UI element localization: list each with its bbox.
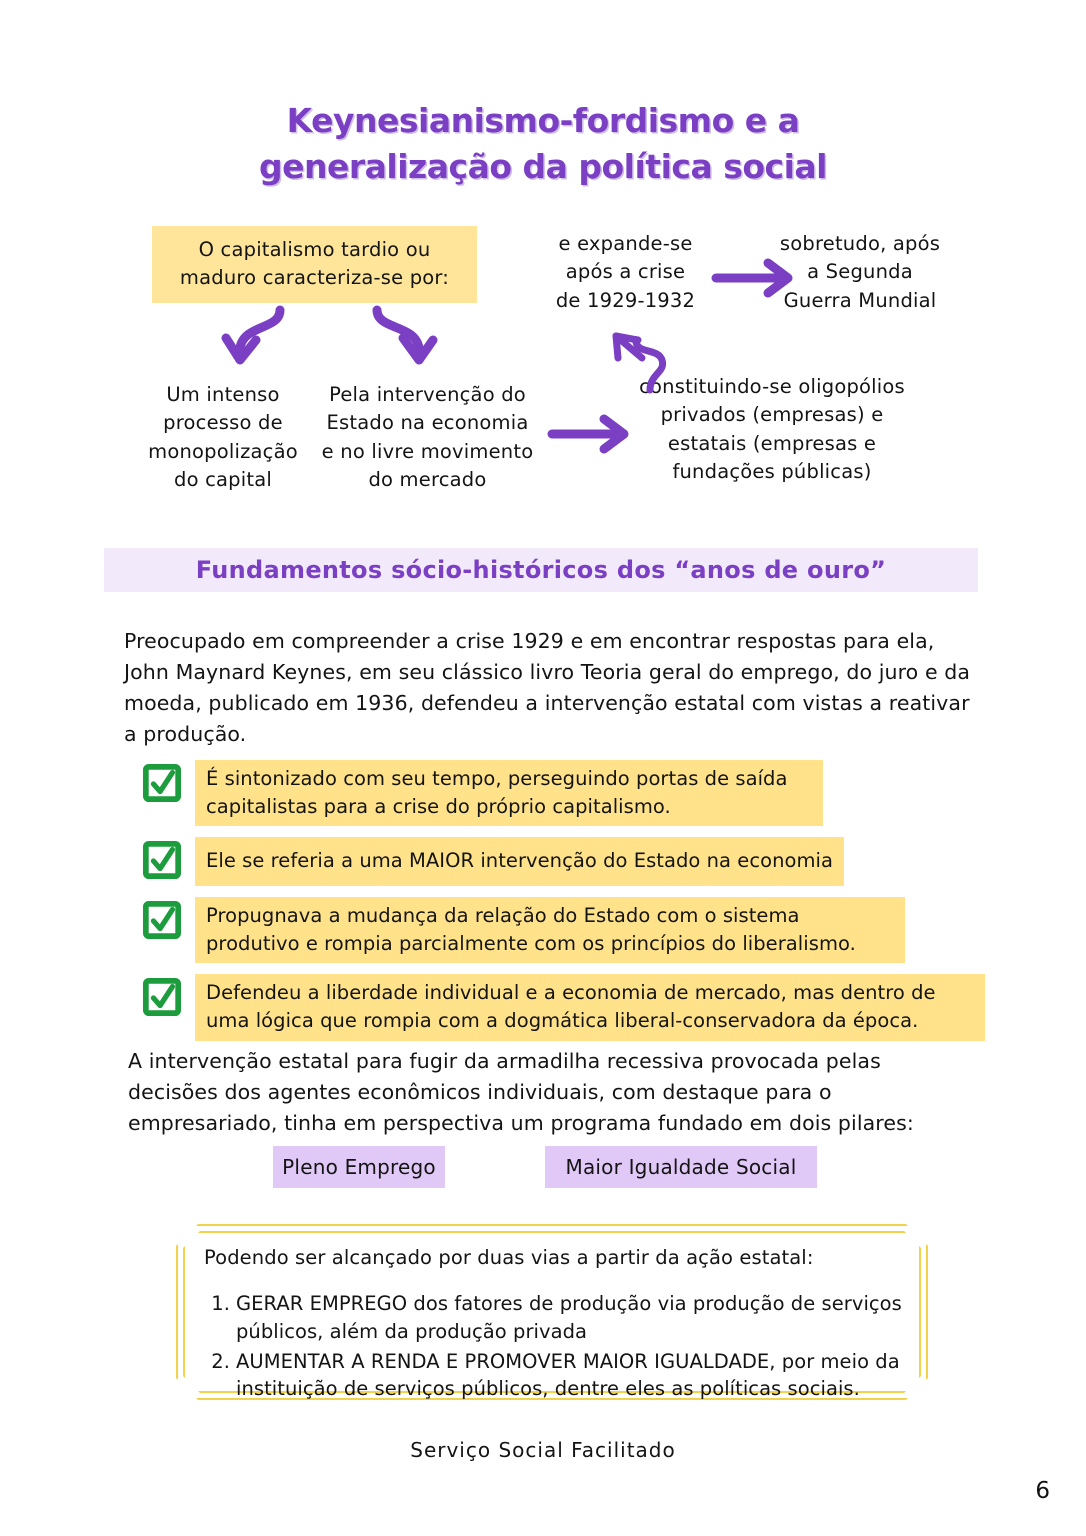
checkbox-checked-icon[interactable] (143, 841, 181, 879)
pillars-row (0, 1146, 1086, 1192)
ways-list-item-number: 2. (211, 1349, 230, 1373)
checklist-item (143, 760, 1003, 826)
pillars-paragraph: A intervenção estatal para fugir da armadilha recessiva provocada pelas decisões dos agentes econômicos individuais, com destaque para o empresariado, tinha em perspectiva um programa fundado em dois pilares: (128, 1049, 914, 1136)
arrow-right-icon (712, 258, 804, 298)
diagram-monopolizacao-text (148, 381, 298, 495)
diagram-oligopolios-line-2: privados (empresas) e (660, 403, 884, 427)
diagram-intervencao-line-3: e no livre movimento (321, 439, 534, 463)
page-title-line-1: Keynesianismo-fordismo e a (286, 101, 800, 140)
page-title (0, 98, 1086, 189)
checklist-item-text: Defendeu a liberdade individual e a economia de mercado, mas dentro de uma lógica que rompia com a dogmática liberal-conservadora da época. (195, 974, 985, 1040)
diagram-sobretudo-line-2: a Segunda (807, 260, 913, 284)
diagram-intervencao-line-2: Estado na economia (326, 411, 529, 435)
pillar-pleno-emprego[interactable]: Pleno Emprego (273, 1146, 445, 1188)
checklist-item-text: Propugnava a mudança da relação do Estado com o sistema produtivo e rompia parcialmente com os princípios do liberalismo. (195, 897, 905, 963)
diagram-highlight-box (152, 226, 477, 303)
section-banner-title: Fundamentos sócio-históricos dos “anos de ouro” (195, 556, 887, 584)
diagram-highlight-line-1: O capitalismo tardio ou (198, 238, 431, 261)
diagram-oligopolios-line-1: constituindo-se oligopólios (639, 375, 905, 398)
curved-arrow-down-right-icon (365, 304, 445, 376)
diagram-oligopolios-line-3: estatais (empresas e (667, 431, 877, 455)
ways-box (176, 1224, 928, 1400)
intro-paragraph: Preocupado em compreender a crise 1929 e em encontrar respostas para ela, John Maynard Keynes, em seu clássico livro Teoria geral do emprego, do juro e da moeda, publicado em 1936, defendeu a intervenção estatal com vistas a reativar a produção. (124, 629, 971, 747)
checklist-item (143, 837, 1003, 886)
checklist-item-text: Ele se referia a uma MAIOR intervenção do Estado na economia (195, 837, 844, 886)
diagram-expande-line-1: e expande-se (558, 232, 693, 255)
checklist-item (143, 897, 1003, 963)
arrow-right-2-icon (548, 414, 640, 454)
pillar-maior-igualdade-social[interactable]: Maior Igualdade Social (545, 1146, 817, 1188)
checklist-item (143, 974, 1003, 1040)
ways-list-item-text: GERAR EMPREGO dos fatores de produção via produção de serviços públicos, além da produção privada (236, 1292, 902, 1343)
diagram-expande-line-3: de 1929-1932 (555, 288, 696, 312)
checkbox-checked-icon[interactable] (143, 764, 181, 802)
diagram-intervencao-line-4: do mercado (368, 468, 487, 492)
ways-list-item-text: AUMENTAR A RENDA E PROMOVER MAIOR IGUALDADE, por meio da instituição de serviços públicos, dentre eles as políticas sociais. (236, 1349, 900, 1401)
ways-list-item (204, 1348, 902, 1403)
page-number: 6 (1035, 1478, 1050, 1504)
curly-loop-arrow-up-left-icon (604, 328, 684, 400)
checkbox-checked-icon[interactable] (143, 901, 181, 939)
diagram-sobretudo-line-3: Guerra Mundial (783, 288, 937, 312)
diagram-intervencao-line-1: Pela intervenção do (329, 383, 526, 406)
concept-diagram (0, 216, 1086, 516)
ways-list-item-number: 1. (211, 1292, 230, 1316)
ways-list (204, 1290, 902, 1403)
checkbox-checked-icon[interactable] (143, 978, 181, 1016)
diagram-oligopolios-line-4: fundações públicas) (672, 460, 872, 484)
diagram-intervencao-text (315, 381, 540, 495)
checklist (143, 760, 1003, 1052)
page-title-line-2: generalização da política social (259, 146, 827, 186)
diagram-expande-text (533, 230, 718, 315)
section-banner (104, 548, 978, 592)
ways-box-content (204, 1244, 902, 1405)
curved-arrow-down-left-icon (218, 304, 298, 376)
diagram-expande-line-2: após a crise (565, 260, 686, 284)
diagram-sobretudo-line-1: sobretudo, após (779, 232, 941, 255)
ways-list-item (204, 1290, 902, 1345)
diagram-highlight-line-2: maduro caracteriza-se por: (179, 265, 450, 289)
footer-credit: Serviço Social Facilitado (410, 1438, 676, 1462)
diagram-monopolizacao-line-2: processo de (163, 411, 283, 435)
checklist-item-text: É sintonizado com seu tempo, perseguindo portas de saída capitalistas para a crise do próprio capitalismo. (195, 760, 823, 826)
diagram-monopolizacao-line-4: do capital (174, 468, 272, 492)
ways-box-intro: Podendo ser alcançado por duas vias a partir da ação estatal: (204, 1246, 814, 1269)
diagram-monopolizacao-line-3: monopolização (148, 439, 298, 463)
diagram-monopolizacao-line-1: Um intenso (166, 383, 280, 406)
